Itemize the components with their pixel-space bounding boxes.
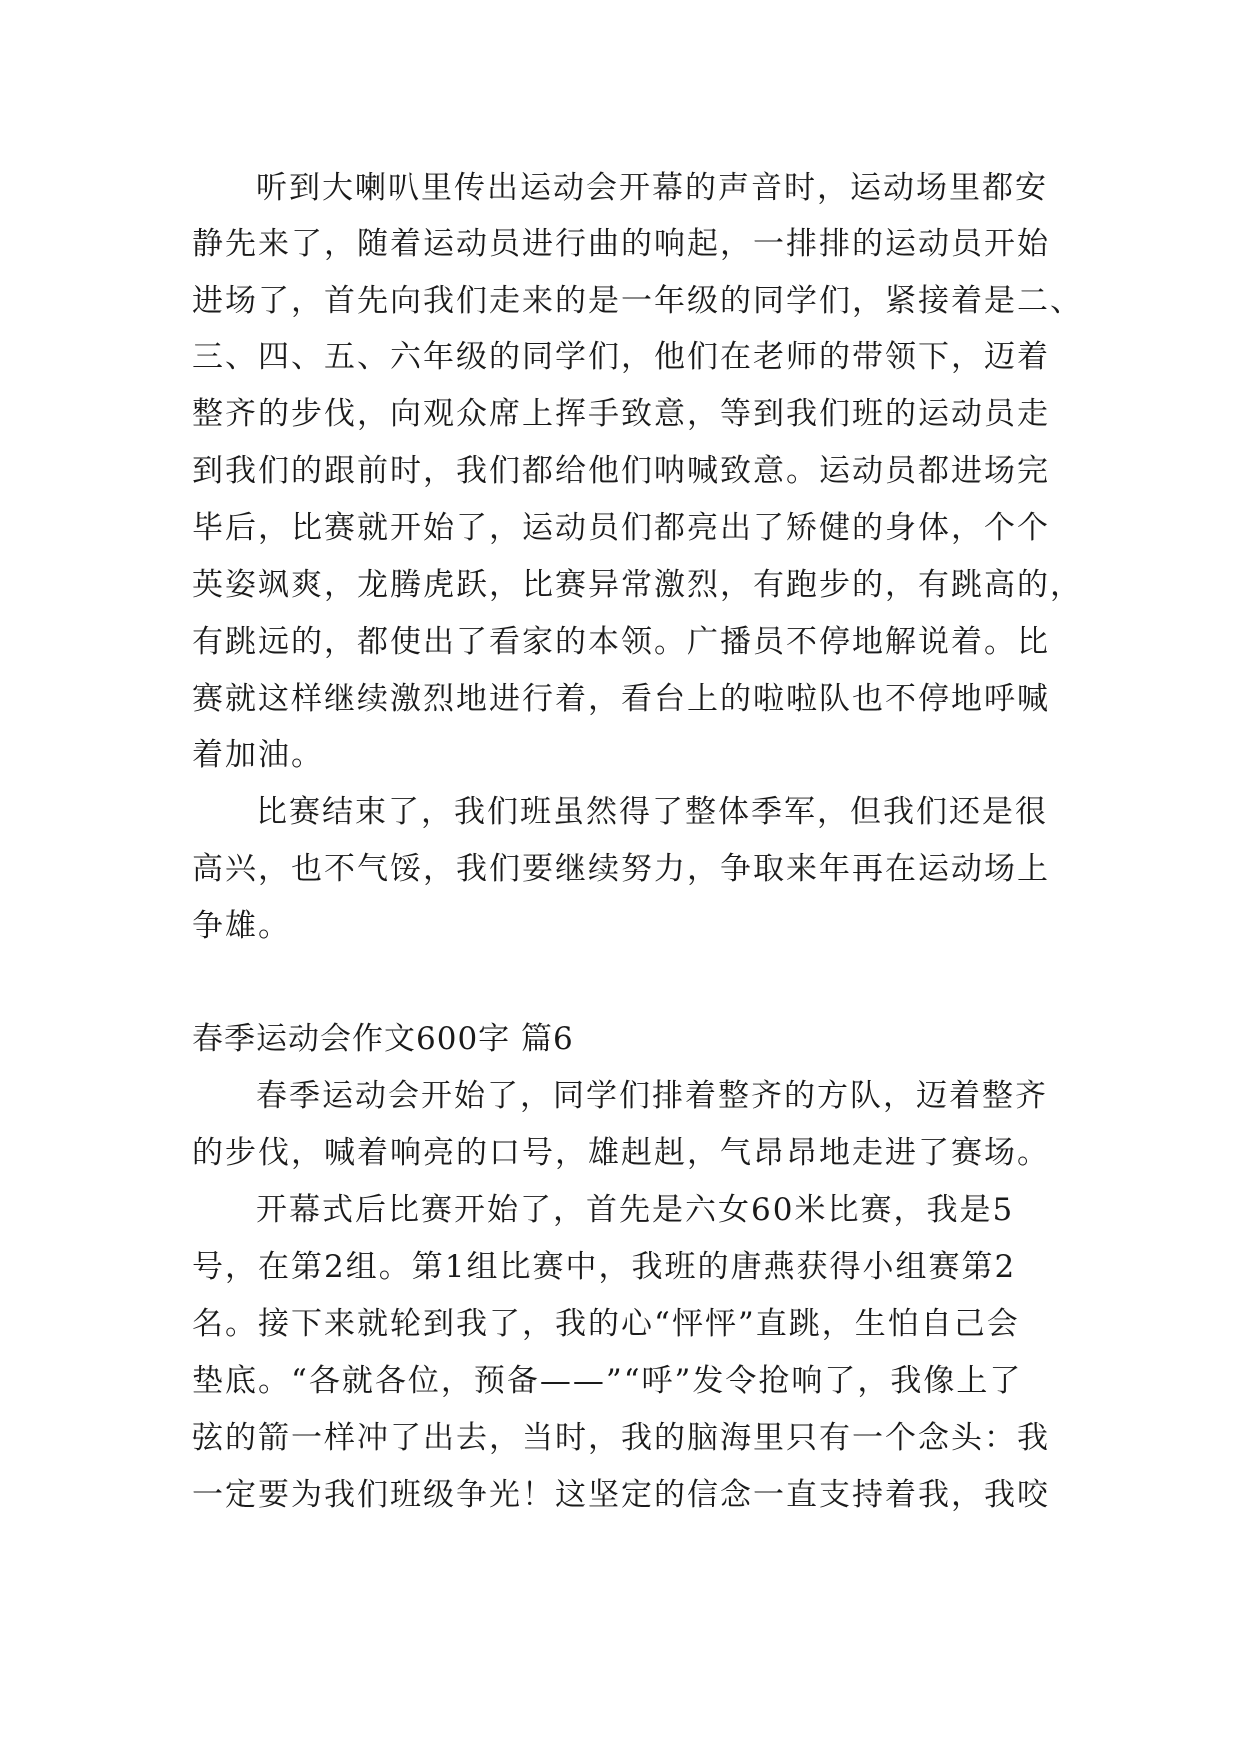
- paragraph-2-line-3: 争雄。: [192, 908, 291, 944]
- paragraph-1-line-6: 到我们的跟前时，我们都给他们呐喊致意。运动员都进场完: [192, 453, 1050, 489]
- paragraph-4-line-5: 弦的箭一样冲了出去，当时，我的脑海里只有一个念头：我: [192, 1420, 1050, 1456]
- paragraph-1-line-7: 毕后，比赛就开始了，运动员们都亮出了矫健的身体，个个: [192, 510, 1050, 546]
- paragraph-2-line-1: 比赛结束了，我们班虽然得了整体季军，但我们还是很: [256, 794, 1048, 830]
- paragraph-1-line-10: 赛就这样继续激烈地进行着，看台上的啦啦队也不停地呼喊: [192, 681, 1050, 717]
- paragraph-1-line-9: 有跳远的，都使出了看家的本领。广播员不停地解说着。比: [192, 624, 1050, 660]
- paragraph-4-line-4: 垫底。“各就各位，预备——”“呼”发令抢响了，我像上了: [192, 1363, 1023, 1399]
- paragraph-4-line-1: 开幕式后比赛开始了，首先是六女60米比赛，我是5: [256, 1192, 1015, 1228]
- paragraph-4-line-2: 号，在第2组。第1组比赛中，我班的唐燕获得小组赛第2: [192, 1249, 1017, 1285]
- paragraph-1-line-3: 进场了，首先向我们走来的是一年级的同学们，紧接着是二、: [192, 283, 1083, 319]
- paragraph-1-line-11: 着加油。: [192, 737, 324, 773]
- paragraph-1-line-4: 三、四、五、六年级的同学们，他们在老师的带领下，迈着: [192, 339, 1050, 375]
- section-heading: 春季运动会作文600字 篇6: [192, 1021, 574, 1057]
- paragraph-3-line-2: 的步伐，喊着响亮的口号，雄赳赳，气昂昂地走进了赛场。: [192, 1135, 1050, 1171]
- paragraph-1-line-1: 听到大喇叭里传出运动会开幕的声音时，运动场里都安: [256, 170, 1048, 206]
- paragraph-2-line-2: 高兴，也不气馁，我们要继续努力，争取来年再在运动场上: [192, 851, 1050, 887]
- paragraph-4-line-6: 一定要为我们班级争光！这坚定的信念一直支持着我，我咬: [192, 1477, 1050, 1513]
- paragraph-1-line-5: 整齐的步伐，向观众席上挥手致意，等到我们班的运动员走: [192, 396, 1050, 432]
- paragraph-1-line-2: 静先来了，随着运动员进行曲的响起，一排排的运动员开始: [192, 226, 1050, 262]
- paragraph-1-line-8: 英姿飒爽，龙腾虎跃，比赛异常激烈，有跑步的，有跳高的，: [192, 567, 1083, 603]
- paragraph-4-line-3: 名。接下来就轮到我了，我的心“怦怦”直跳，生怕自己会: [192, 1306, 1020, 1342]
- paragraph-3-line-1: 春季运动会开始了，同学们排着整齐的方队，迈着整齐: [256, 1078, 1048, 1114]
